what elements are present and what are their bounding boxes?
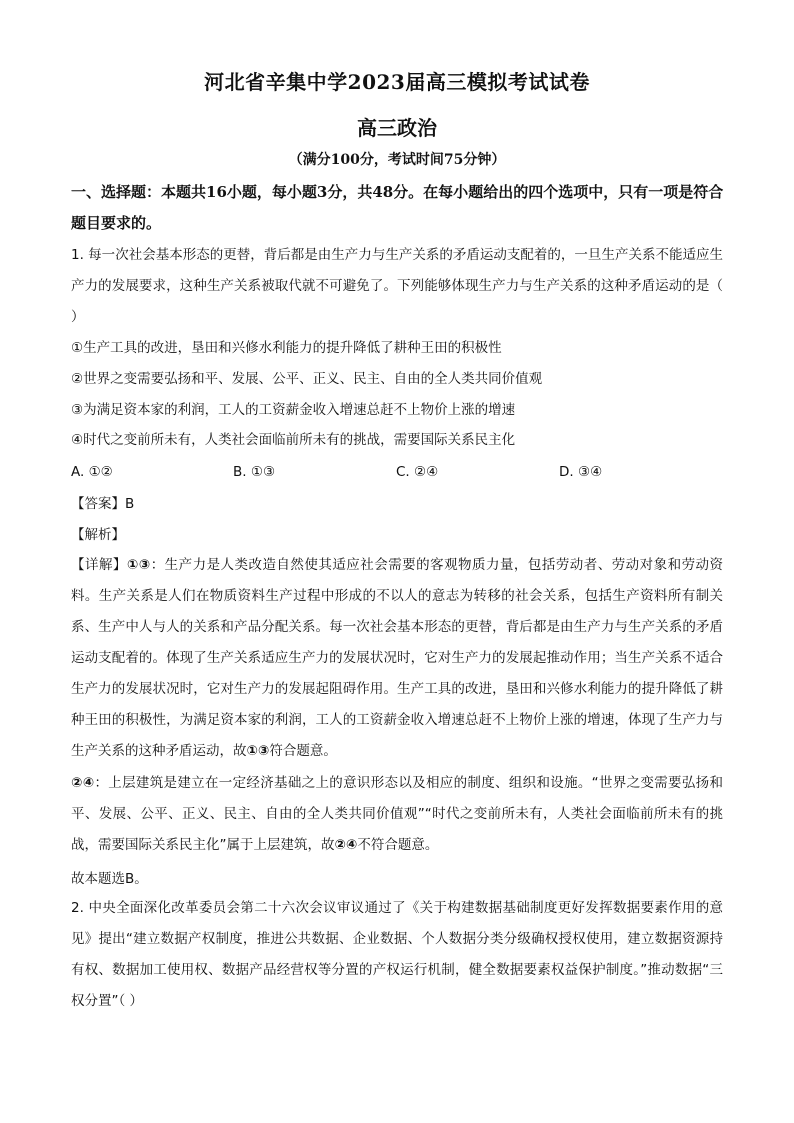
question-1-option-a: A. ①②: [71, 464, 113, 480]
question-1-analysis-label: 【解析】: [71, 527, 125, 543]
exam-note: （满分100分，考试时间75分钟）: [288, 152, 506, 168]
question-1-option-c: C. ②④: [396, 464, 439, 480]
detail-label: 【详解】: [71, 557, 127, 573]
detail-marks: ①③: [246, 743, 270, 759]
detail-text: ：生产力是人类改造自然使其适应社会需要的客观物质力量，包括劳动者、劳动对象和劳动资料。生产关系是人们在物质资料生产过程中形成的不以人的意志为转移的社会关系，包括生产资料所有制关系、生产中人与人的关系和产品分配关系。每一次社会基本形态的更替，背后都是由生产力与生产关系的矛盾运动支配着的。体现了生产关系适应生产力的发展状况时，它对生产力的发展起推动作用；当生产关系不适合生产力的发展状况时，它对生产力的发展起阻碍作用。生产工具的改进，垦田和兴修水利能力的提升降低了耕种王田的积极性，为满足资本家的利润，工人的工资薪金收入增速总赶不上物价上涨的增速，体现了生产力与生产关系的这种矛盾运动，故: [71, 557, 724, 759]
question-1-option-b: B. ①③: [233, 464, 276, 480]
question-1-option-d: D. ③④: [559, 464, 603, 480]
question-1-item-2: ②世界之变需要弘扬和平、发展、公平、正义、民主、自由的全人类共同价值观: [71, 371, 543, 387]
detail-text: 不符合题意。: [357, 837, 439, 853]
question-1-item-4: ④时代之变前所未有，人类社会面临前所未有的挑战，需要国际关系民主化: [71, 432, 516, 448]
detail-marks: ②④: [71, 775, 95, 791]
question-1-detail-1: [71, 550, 723, 767]
detail-marks: ①③: [126, 557, 151, 573]
question-1-detail-2: [71, 768, 723, 861]
question-1-item-1: ①生产工具的改进，垦田和兴修水利能力的提升降低了耕种王田的积极性: [71, 340, 502, 356]
exam-title: 河北省辛集中学2023届高三模拟考试试卷: [204, 70, 590, 94]
question-2-stem: 2. 中央全面深化改革委员会第二十六次会议审议通过了《关于构建数据基础制度更好发挥数据要素作用的意见》提出“建立数据产权制度，推进公共数据、企业数据、个人数据分类分级确权授权使用，建立数据资源持有权、数据加工使用权、数据产品经营权等分置的产权运行机制，健全数据要素权益保护制度。”推动数据“三权分置”（ ）: [71, 900, 723, 1009]
detail-text: 符合题意。: [269, 743, 337, 759]
detail-text: ：上层建筑是建立在一定经济基础之上的意识形态以及相应的制度、组织和设施。“世界之变需要弘扬和平、发展、公平、正义、民主、自由的全人类共同价值观”“时代之变前所未有，人类社会面临前所未有的挑战，需要国际关系民主化”属于上层建筑，故: [71, 775, 723, 853]
detail-marks: ②④: [334, 837, 358, 853]
question-1-stem: 1. 每一次社会基本形态的更替，背后都是由生产力与生产关系的矛盾运动支配着的，一旦生产关系不能适应生产力的发展要求，这种生产关系被取代就不可避免了。下列能够体现生产力与生产关系的这种矛盾运动的是（ ）: [71, 247, 723, 325]
question-1-conclusion: 故本题选B。: [71, 871, 148, 887]
section-heading: 一、选择题：本题共16小题，每小题3分，共48分。在每小题给出的四个选项中，只有一项是符合题目要求的。: [71, 183, 724, 232]
question-1-item-3: ③为满足资本家的利润，工人的工资薪金收入增速总赶不上物价上涨的增速: [71, 402, 516, 418]
exam-subject: 高三政治: [357, 116, 437, 140]
question-1-answer: 【答案】B: [71, 496, 135, 512]
